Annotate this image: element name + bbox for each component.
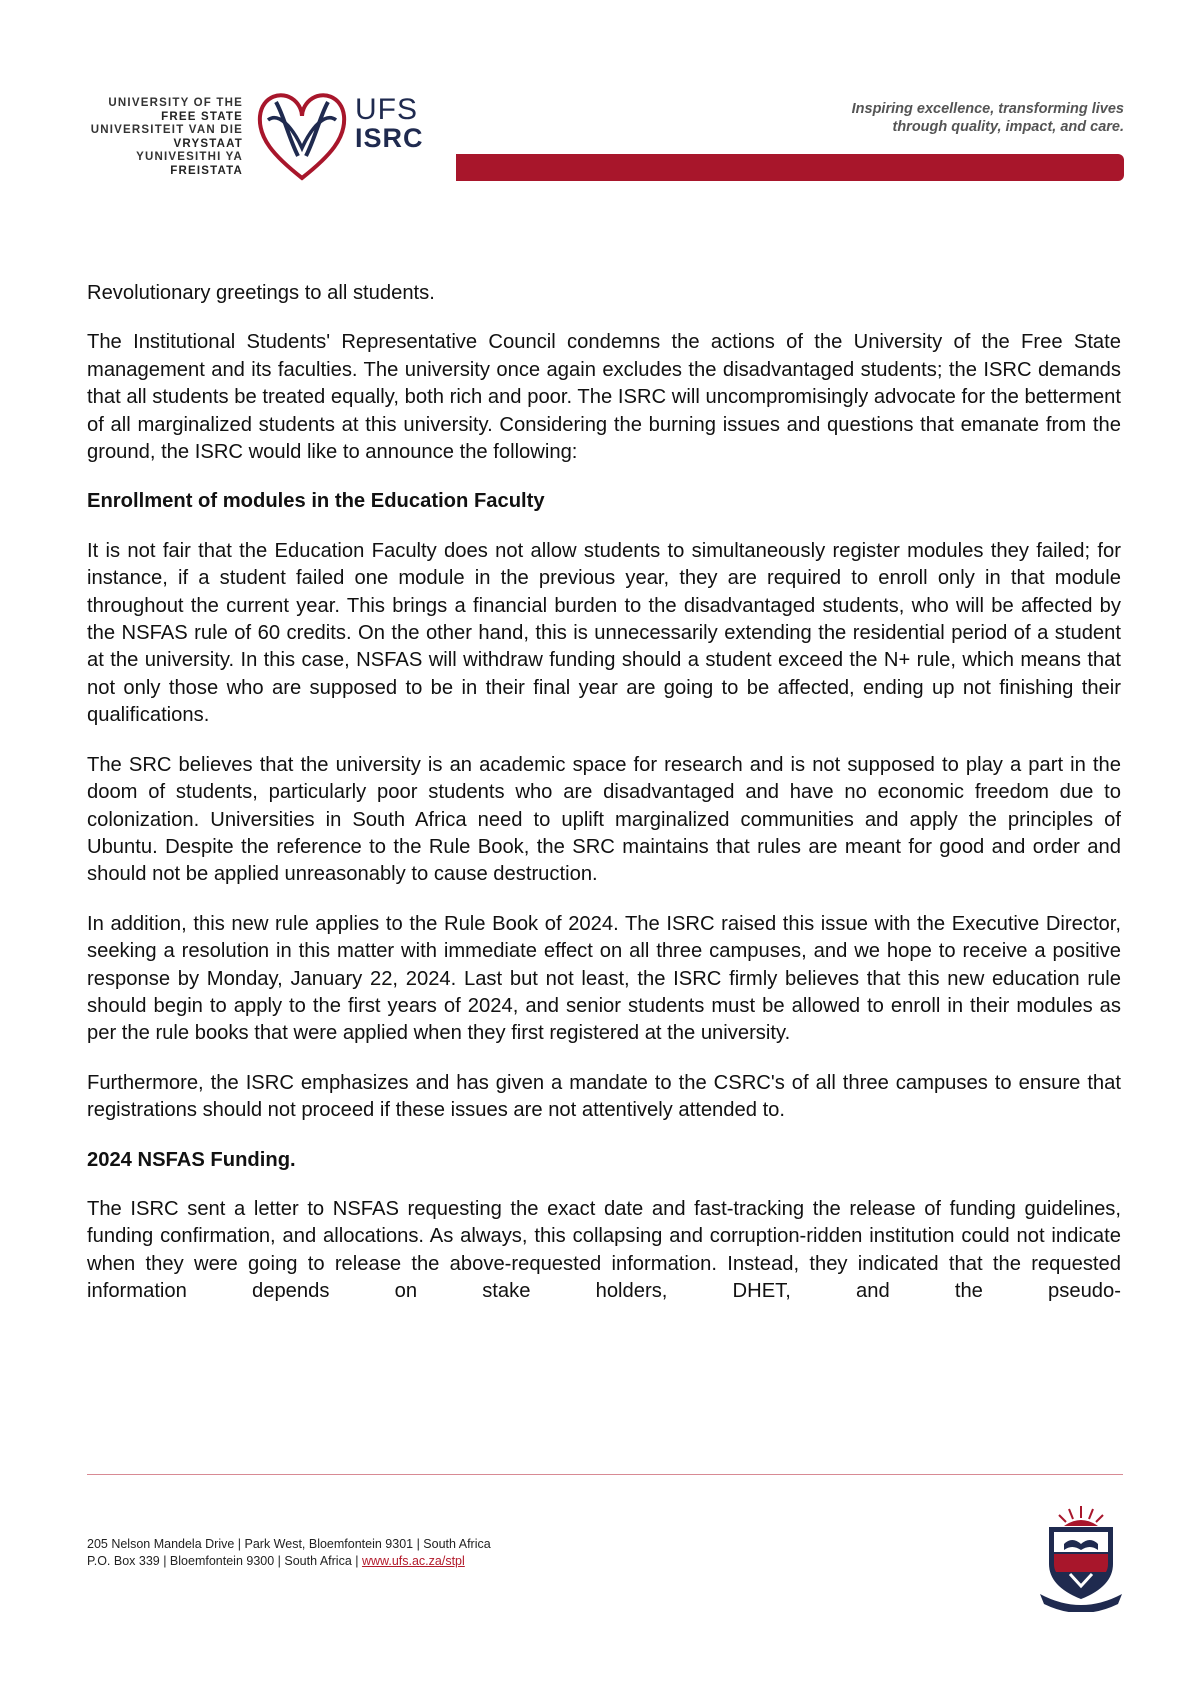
- tagline-line: Inspiring excellence, transforming lives: [851, 101, 1124, 117]
- university-name-line: UNIVERSITEIT VAN DIE: [90, 124, 243, 136]
- paragraph: The ISRC sent a letter to NSFAS requesting the exact date and fast-tracking the release of funding guidelines, funding confirmation, and allocations. As always, this collapsing and corruption-ridden institution could not indicate when they were going to release the above-requested information. Instead, they indicated that the requested information depends on stake holders, DHET, and the pseudo-: [87, 1197, 1121, 1303]
- postal-address: P.O. Box 339 | Bloemfontein 9300 | South Africa |: [87, 1554, 362, 1568]
- paragraph: It is not fair that the Education Faculty does not allow students to simultaneously register modules they failed; for instance, if a student failed one module in the previous year, they are required to enroll only in that module throughout the current year. This brings a financial burden to the disadvantaged students, who will be affected by the NSFAS rule of 60 credits. On the other hand, this is unnecessarily extending the residential period of a student at the university. In this case, NSFAS will withdraw funding should a student exceed the N+ rule, which means that not only those who are supposed to be in their final year are going to be affected, ending up not finishing their qualifications.: [87, 539, 1121, 727]
- footer-divider: [87, 1474, 1123, 1475]
- footer-address: [87, 1536, 491, 1570]
- logo-ufs-text: UFS: [355, 93, 418, 126]
- logo-wordmark: [355, 93, 424, 153]
- tagline: [764, 100, 1124, 136]
- paragraph: In addition, this new rule applies to the Rule Book of 2024. The ISRC raised this issue with the Executive Director, seeking a resolution in this matter with immediate effect on all three campuses, and we hope to receive a positive response by Monday, January 22, 2024. Last but not least, the ISRC firmly believes that this new education rule should begin to apply to the first years of 2024, and senior students must be allowed to enroll in their modules as per the rule books that were applied when they first registered at the university.: [87, 912, 1121, 1045]
- paragraph: The SRC believes that the university is an academic space for research and is not supposed to play a part in the doom of students, particularly poor students who are disadvantaged and have no economic freedom due to colonization. Universities in South Africa need to uplift marginalized communities and apply the principles of Ubuntu. Despite the reference to the Rule Book, the SRC maintains that rules are meant for good and order and should not be applied unreasonably to cause destruction.: [87, 753, 1121, 886]
- greeting: Revolutionary greetings to all students.: [87, 282, 435, 304]
- ufs-heart-logo-icon: [254, 86, 350, 184]
- logo-isrc-text: ISRC: [355, 123, 424, 153]
- letter-body: [87, 280, 1121, 1328]
- university-name-line: FREISTATA: [170, 164, 243, 177]
- university-name-line: FREE STATE: [161, 110, 243, 123]
- address-line: [87, 1553, 491, 1570]
- university-name-line: YUNIVESITHI YA: [136, 151, 243, 163]
- website-link[interactable]: www.ufs.ac.za/stpl: [361, 1554, 465, 1568]
- section-heading-enrollment: Enrollment of modules in the Education Faculty: [87, 490, 545, 513]
- university-crest-icon: [1036, 1504, 1126, 1612]
- paragraph: Furthermore, the ISRC emphasizes and has given a mandate to the CSRC's of all three campuses to ensure that registrations should not proceed if these issues are not attentively attended to.: [87, 1071, 1121, 1122]
- header-red-bar: [456, 154, 1124, 181]
- tagline-line: through quality, impact, and care.: [892, 119, 1124, 135]
- university-name-line: VRYSTAAT: [173, 137, 243, 150]
- university-names: [78, 97, 243, 178]
- intro-paragraph: The Institutional Students' Representative Council condemns the actions of the University of the Free State management and its faculties. The university once again excludes the disadvantaged students; the ISRC demands that all students be treated equally, both rich and poor. The ISRC will uncompromisingly advocate for the betterment of all marginalized students at this university. Considering the burning issues and questions that emanate from the ground, the ISRC would like to announce the following:: [87, 331, 1121, 464]
- university-name-line: UNIVERSITY OF THE: [108, 97, 243, 109]
- address-line: 205 Nelson Mandela Drive | Park West, Bloemfontein 9301 | South Africa: [87, 1537, 491, 1551]
- section-heading-nsfas: 2024 NSFAS Funding.: [87, 1148, 296, 1171]
